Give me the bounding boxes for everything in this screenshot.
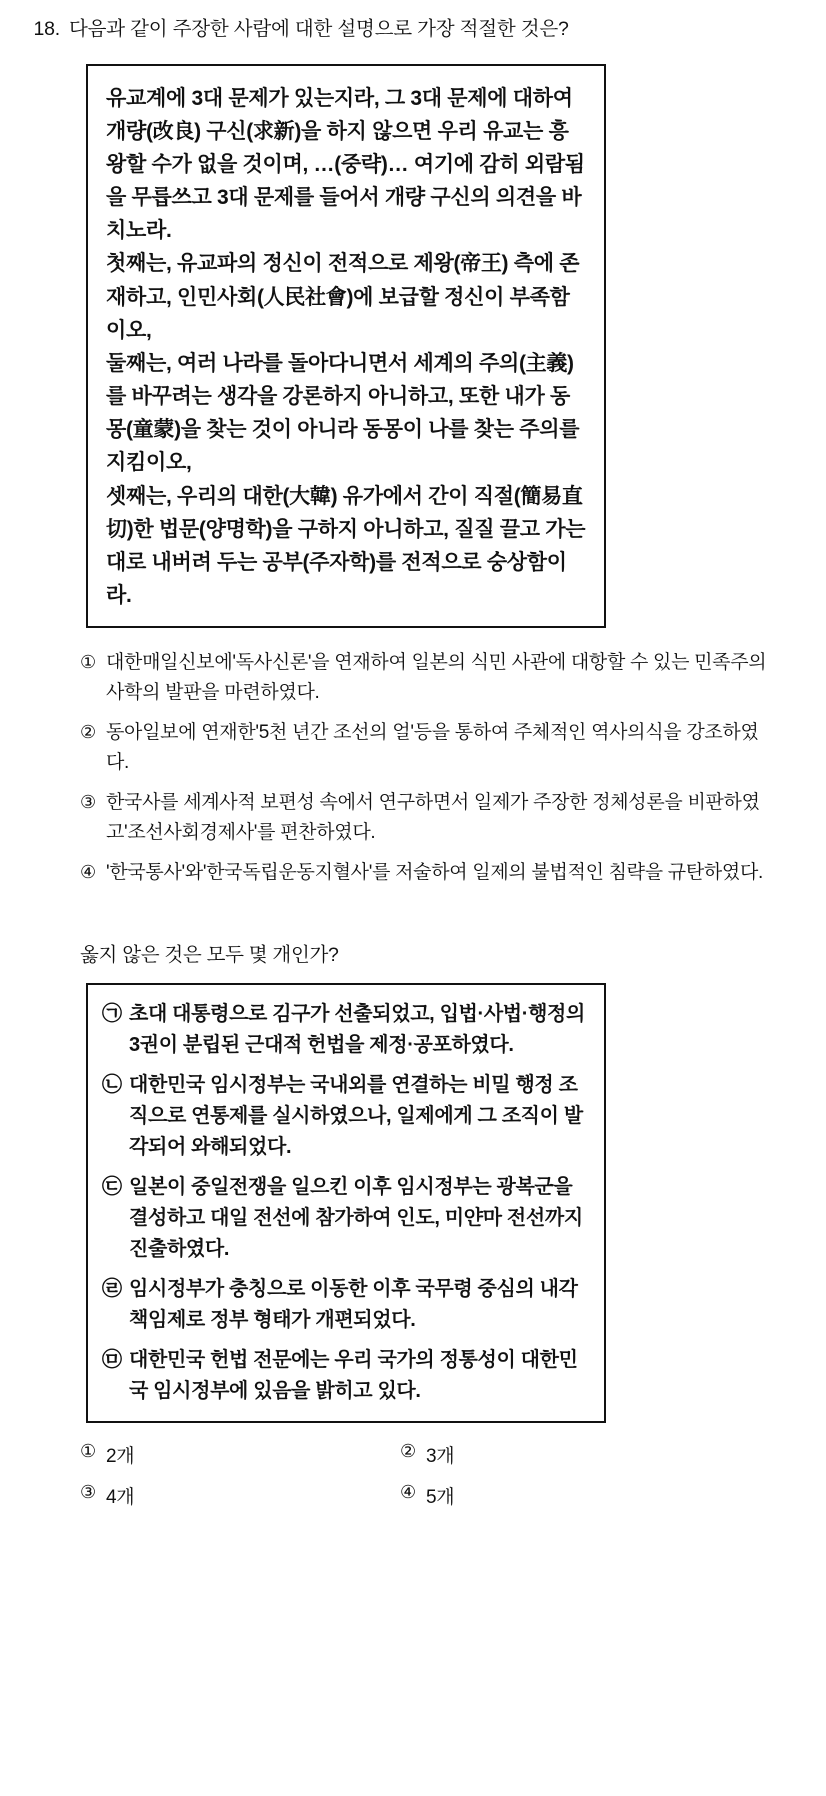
statement-item (102, 1274, 590, 1336)
choice-text: 한국사를 세계사적 보편성 속에서 연구하면서 일제가 주장한 정체성론을 비판하였고'조선사회경제사'를 편찬하였다. (106, 792, 760, 843)
choice-marker: ④ (400, 1482, 416, 1503)
statement-text: 일본이 중일전쟁을 일으킨 이후 임시정부는 광복군을 결성하고 대일 전선에 참가하여 인도, 미얀마 전선까지 진출하였다. (129, 1176, 583, 1261)
choice-marker: ④ (80, 861, 96, 882)
statement-text: 대한민국 임시정부는 국내외를 연결하는 비밀 행정 조직으로 연통제를 실시하였으나, 일제에게 그 조직이 발각되어 와해되었다. (129, 1074, 583, 1159)
passage-paragraph: 유교계에 3대 문제가 있는지라, 그 3대 문제에 대하여 개량(改良) 구신(求新)을 하지 않으면 우리 유교는 흥왕할 수가 없을 것이며, …(중략)… 여기에 감히 외람됨을 무릅쓰고 3대 문제를 들어서 개량 구신의 의견을 바치노라. (106, 86, 585, 243)
question-19-stem: 옳지 않은 것은 모두 몇 개인가? (80, 944, 339, 967)
choice-text: 5개 (426, 1487, 455, 1509)
statement-text: 임시정부가 충칭으로 이동한 이후 국무령 중심의 내각책임제로 정부 형태가 개편되었다. (129, 1278, 578, 1332)
statement-item (102, 999, 590, 1061)
choice-option[interactable] (400, 1441, 720, 1468)
statement-marker: ㉢ (102, 1176, 122, 1199)
statement-box-19 (86, 983, 606, 1423)
statement-text: 대한민국 헌법 전문에는 우리 국가의 정통성이 대한민국 임시정부에 있음을 밝히고 있다. (129, 1349, 578, 1403)
passage-paragraph: 첫째는, 유교파의 정신이 전적으로 제왕(帝王) 측에 존재하고, 인민사회(人民社會)에 보급할 정신이 부족함이오, (106, 252, 580, 342)
choice-text: 4개 (106, 1487, 135, 1509)
choice-text: '한국통사'와'한국독립운동지혈사'를 저술하여 일제의 불법적인 침략을 규탄하였다. (106, 861, 764, 883)
question-number: 18. (33, 18, 60, 40)
passage-box-18 (86, 64, 606, 629)
statement-marker: ㉤ (102, 1349, 122, 1372)
choice-text: 대한매일신보에'독사신론'을 연재하여 일본의 식민 사관에 대항할 수 있는 민족주의 사학의 발판을 마련하였다. (106, 652, 767, 703)
choice-option[interactable] (400, 1482, 720, 1509)
choice-list-18 (80, 648, 780, 887)
choice-option[interactable] (80, 718, 780, 777)
choice-option[interactable] (80, 858, 780, 887)
choice-option[interactable] (80, 648, 780, 707)
question-18 (18, 14, 802, 46)
choice-list-19 (80, 1441, 720, 1509)
statement-item (102, 1345, 590, 1407)
statement-item (102, 1070, 590, 1163)
choice-text: 동아일보에 연재한'5천 년간 조선의 얼'등을 통하여 주체적인 역사의식을 강조하였다. (106, 722, 759, 773)
choice-option[interactable] (80, 1482, 400, 1509)
choice-text: 2개 (106, 1446, 135, 1468)
choice-marker: ③ (80, 792, 96, 813)
question-stem: 다음과 같이 주장한 사람에 대한 설명으로 가장 적절한 것은? (69, 18, 569, 40)
statement-text: 초대 대통령으로 김구가 선출되었고, 입법·사법·행정의 3권이 분립된 근대적 헌법을 제정·공포하였다. (129, 1003, 585, 1057)
choice-option[interactable] (80, 1441, 400, 1468)
passage-paragraph: 둘째는, 여러 나라를 돌아다니면서 세계의 주의(主義)를 바꾸려는 생각을 강론하지 아니하고, 또한 내가 동몽(童蒙)을 찾는 것이 아니라 동몽이 나를 찾는 주의를 지킴이오, (106, 351, 580, 475)
choice-text: 3개 (426, 1446, 455, 1468)
statement-marker: ㉡ (102, 1074, 122, 1097)
statement-marker: ㉠ (102, 1003, 122, 1026)
choice-marker: ① (80, 1441, 96, 1462)
statement-item (102, 1172, 590, 1265)
statement-marker: ㉣ (102, 1278, 122, 1301)
choice-marker: ② (80, 722, 96, 743)
choice-marker: ③ (80, 1482, 96, 1503)
choice-option[interactable] (80, 788, 780, 847)
choice-marker: ① (80, 652, 96, 673)
passage-paragraph: 셋째는, 우리의 대한(大韓) 유가에서 간이 직절(簡易直切)한 법문(양명학)을 구하지 아니하고, 질질 끌고 가는 대로 내버려 두는 공부(주자학)를 전적으로 숭상함이라. (106, 484, 586, 608)
choice-marker: ② (400, 1441, 416, 1462)
